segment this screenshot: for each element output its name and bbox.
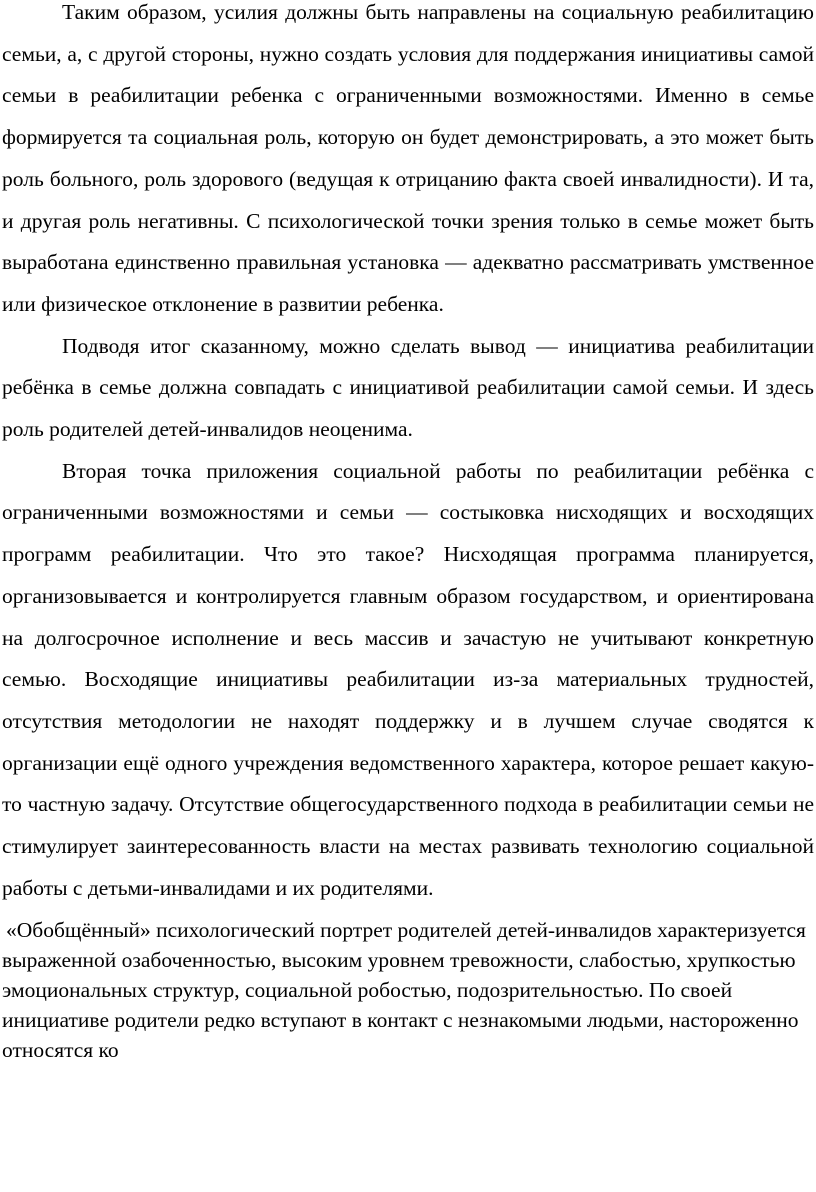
paragraph-parents-portrait: «Обобщённый» психологический портрет родителей детей-инвалидов характеризуется выраженной озабоченностью, высоким уровнем тревожности, слабостью, хрупкостью эмоциональных структур, социальной робостью, подозрительностью. По своей инициативе родители редко вступают в контакт с незнакомыми людьми, настороженно относятся ко xyxy=(2,918,806,1063)
paragraph-programs: Вторая точка приложения социальной работы по реабилитации ребёнка с ограниченными возможностями и семьи — состыковка нисходящих и восходящих программ реабилитации. Что это такое? Нисходящая программа планируется, организовывается и контролируется главным образом государством, и ориентирована на долгосрочное исполнение и весь массив и зачастую не учитывают конкретную семью. Восходящие инициативы реабилитации из-за материальных трудностей, отсутствия методологии не находят поддержку и в лучшем случае сводятся к организации ещё одного учреждения ведомственного характера, которое решает какую-то частную задачу. Отсутствие общегосударственного подхода в реабилитации семьи не стимулирует заинтересованность власти на местах развивать технологию социальной работы с детьми-инвалидами и их родителями. xyxy=(2,458,814,900)
paragraph-family-rehabilitation: Таким образом, усилия должны быть направлены на социальную реабилитацию семьи, а, с другой стороны, нужно создать условия для поддержания инициативы самой семьи в реабилитации ребенка с ограниченными возможностями. Именно в семье формируется та социальная роль, которую он будет демонстрировать, а это может быть роль больного, роль здорового (ведущая к отрицанию факта своей инвалидности). И та, и другая роль негативны. С психологической точки зрения только в семье может быть выработана единственно правильная установка — адекватно рассматривать умственное или физическое отклонение в развитии ребенка. xyxy=(2,0,814,316)
paragraph-conclusion: Подводя итог сказанному, можно сделать вывод — инициатива реабилитации ребёнка в семье должна совпадать с инициативой реабилитации самой семьи. И здесь роль родителей детей-инвалидов неоценима. xyxy=(2,333,814,442)
